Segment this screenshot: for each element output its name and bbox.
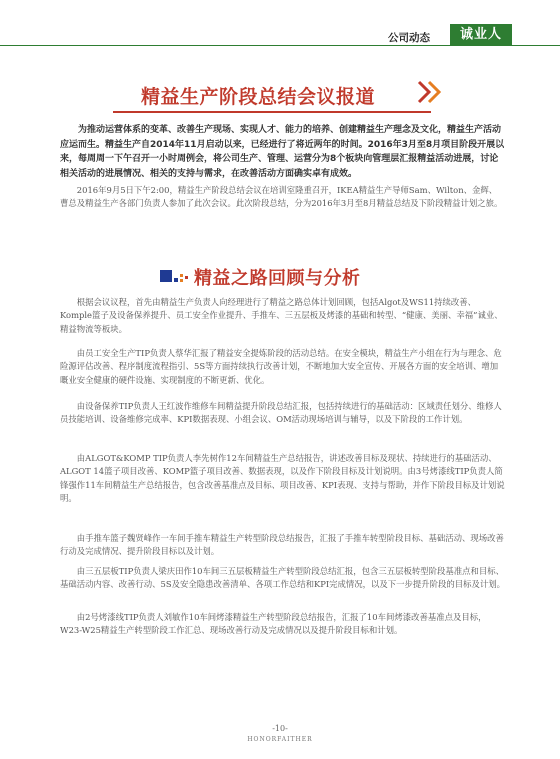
section-paragraph: 根据会议议程，首先由精益生产负责人向经理进行了精益之路总体计划回顾，包括Algot及WS11持续改善、Komple篮子及设备保养提升、员工安全作业提升、手推车、三五层板及烤漆的基础和转型、“健康、美丽、幸福”诚业、精益物流等板块。: [60, 297, 503, 334]
section-paragraph: 由2号烤漆线TIP负责人刘敏作10车间烤漆精益生产转型阶段总结报告，汇报了10车间烤漆改善基准点及目标，W23-W25精益生产转型阶段工作汇总、现场改善行动及完成情况以及提升阶段目标和计划。: [60, 612, 487, 636]
section-label: 公司动态: [388, 32, 430, 44]
intro-paragraph: 2016年9月5日下午2:00，精益生产阶段总结会议在培训室隆重召开，IKEA精益生产导师Sam、Wilton、金辉、曹总及精益生产各部门负责人参加了此次会议。此次阶段总结，分为2016年3月至8月精益总结及下阶段精益计划之旅。: [60, 185, 503, 209]
article-title-block: [113, 76, 443, 116]
lead-paragraph: 为推动运营体系的变革、改善生产现场、实现人才、能力的培养、创建精益生产理念及文化，精益生产活动应运而生。精益生产自2014年11月启动以来，已经进行了将近两年的时间。2016年3月至8月项目阶段开展以来，每周周一下午召开一小时周例会，将公司生产、管理、运营分为8个板块向管理层汇报精益活动进展，讨论相关活动的进展情况、相关的支持与需求，在改善活动方面确实卓有成效。: [60, 125, 505, 179]
title-underline: [113, 111, 431, 113]
section-paragraph: 由ALGOT&KOMP TIP负责人李先树作12车间精益生产总结报告，讲述改善目标及现状、持续进行的基础活动、ALGOT 14篮子项目改善、KOMP篮子项目改善、数据表现，以及作下阶段目标及计划说明。由3号烤漆线TIP负责人简锋强作11车间精益生产总结报告，包含改善基准点及目标、项目改善、KPI表现、支持与帮助，并作下阶段目标及计划说明。: [60, 453, 505, 504]
section-title-block: [160, 262, 420, 288]
footer-brand: HONORFAITHER: [247, 736, 313, 743]
section-paragraph: 由手推车篮子魏贤峰作一车间手推车精益生产转型阶段总结报告，汇报了手推车转型阶段目标、基础活动、现场改善行动及完成情况、提升阶段目标以及计划。: [60, 533, 504, 557]
section-paragraph: 由员工安全生产TIP负责人蔡华汇报了精益安全提炼阶段的活动总结。在安全模块，精益生产小组在行为与理念、危险源评估改善、程序制度流程指引、5S等方面持续执行改善计划，不断地加大安全宣传、开展各方面的安全培训、增加嘅业安全健康的硬件设施、实现制度的不断更新、优化。: [60, 348, 502, 385]
page-number: -10-: [272, 724, 288, 733]
section-paragraph: 由三五层板TIP负责人梁庆田作10车间三五层板精益生产转型阶段总结汇报，包含三五层板转型阶段基准点和目标、基础活动内容、改善行动、5S及安全隐患改善清单、各项工作总结和KPI完成情况，以及下一步提升阶段的目标及计划。: [60, 566, 506, 590]
double-chevron-right-icon: [415, 80, 445, 104]
section-tab: 诚业人: [450, 24, 512, 46]
section-paragraph: 由设备保养TIP负责人王红波作维修车间精益提升阶段总结汇报，包括持续进行的基础活动：区域责任划分、维修人员技能培训、设备维修完成率、KPI数据表现、小组会议、OM活动现场培训与辅导，以及下阶段的工作计划。: [60, 401, 502, 425]
article-title: 精益生产阶段总结会议报道: [141, 86, 376, 108]
squares-icon: [160, 268, 188, 284]
section-title: 精益之路回顾与分析: [194, 268, 361, 289]
